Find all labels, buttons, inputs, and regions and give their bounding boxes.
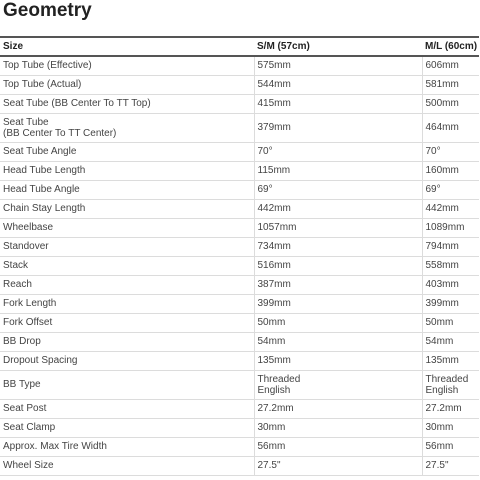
row-sm-cell	[254, 370, 422, 399]
cell-text: Wheel Size	[3, 460, 54, 471]
cell-text: Fork Length	[3, 298, 57, 309]
table-row	[0, 370, 479, 399]
cell-text: 794mm	[425, 241, 459, 252]
row-ml-cell	[422, 237, 479, 256]
cell-text: 54mm	[257, 336, 286, 347]
row-sm-cell	[254, 294, 422, 313]
row-ml-cell	[422, 161, 479, 180]
row-name-cell	[0, 418, 254, 437]
cell-text: 69°	[257, 184, 273, 195]
cell-text: 27.2mm	[425, 403, 462, 414]
row-ml-cell	[422, 256, 479, 275]
cell-text: 399mm	[257, 298, 291, 309]
cell-text: Threaded	[425, 373, 469, 385]
row-ml-cell	[422, 351, 479, 370]
row-ml-cell	[422, 456, 479, 475]
table-row	[0, 180, 479, 199]
table-row	[0, 199, 479, 218]
cell-text: Stack	[3, 260, 29, 271]
cell-text: English	[425, 384, 459, 396]
row-sm-cell	[254, 456, 422, 475]
row-ml-cell	[422, 94, 479, 113]
row-ml-cell	[422, 199, 479, 218]
cell-text: Head Tube Angle	[3, 184, 80, 195]
row-ml-cell	[422, 332, 479, 351]
row-name-cell	[0, 199, 254, 218]
table-row	[0, 113, 479, 142]
header-ml: M/L (60cm)	[425, 40, 478, 52]
row-sm-cell	[254, 161, 422, 180]
table-header-row	[0, 37, 479, 56]
cell-text: 399mm	[425, 298, 459, 309]
row-sm-cell	[254, 75, 422, 94]
row-name-cell	[0, 456, 254, 475]
row-name-cell	[0, 294, 254, 313]
row-ml-cell	[422, 218, 479, 237]
row-sm-cell	[254, 180, 422, 199]
cell-text: 54mm	[425, 336, 454, 347]
cell-text: Reach	[3, 279, 32, 290]
row-name-cell	[0, 370, 254, 399]
header-size: Size	[3, 40, 24, 52]
cell-text: 387mm	[257, 279, 291, 290]
cell-text: 1057mm	[257, 222, 297, 233]
row-sm-cell	[254, 199, 422, 218]
table-row	[0, 256, 479, 275]
row-name-cell	[0, 75, 254, 94]
table-row	[0, 418, 479, 437]
row-name-cell	[0, 94, 254, 113]
cell-text: 135mm	[257, 355, 291, 366]
row-ml-cell	[422, 313, 479, 332]
row-ml-cell	[422, 399, 479, 418]
table-row	[0, 313, 479, 332]
row-sm-cell	[254, 332, 422, 351]
cell-text: 27.5"	[257, 460, 281, 471]
cell-text: Head Tube Length	[3, 165, 86, 176]
cell-text: Seat Tube Angle	[3, 146, 77, 157]
cell-text: 70°	[425, 146, 441, 157]
cell-text: 442mm	[425, 203, 459, 214]
table-row	[0, 237, 479, 256]
cell-text: 464mm	[425, 122, 459, 133]
table-row	[0, 275, 479, 294]
row-name-cell	[0, 351, 254, 370]
row-name-cell	[0, 256, 254, 275]
cell-text: Dropout Spacing	[3, 355, 78, 366]
cell-text: (BB Center To TT Center)	[3, 127, 117, 139]
row-sm-cell	[254, 142, 422, 161]
row-sm-cell	[254, 237, 422, 256]
row-name-cell	[0, 332, 254, 351]
cell-text: 27.2mm	[257, 403, 294, 414]
cell-text: Approx. Max Tire Width	[3, 441, 107, 452]
cell-text: 516mm	[257, 260, 291, 271]
geometry-table	[0, 36, 479, 476]
cell-text: 50mm	[257, 317, 286, 328]
cell-text: 69°	[425, 184, 441, 195]
row-name-cell	[0, 237, 254, 256]
row-ml-cell	[422, 294, 479, 313]
header-sm: S/M (57cm)	[257, 40, 310, 52]
cell-text: 734mm	[257, 241, 291, 252]
row-name-cell	[0, 113, 254, 142]
row-sm-cell	[254, 418, 422, 437]
cell-text: Top Tube (Effective)	[3, 60, 92, 72]
cell-text: Standover	[3, 241, 49, 252]
row-ml-cell	[422, 113, 479, 142]
row-sm-cell	[254, 437, 422, 456]
row-sm-cell	[254, 218, 422, 237]
cell-text: 50mm	[425, 317, 454, 328]
row-name-cell	[0, 161, 254, 180]
table-body	[0, 56, 479, 475]
cell-text: Top Tube (Actual)	[3, 79, 82, 90]
cell-text: 442mm	[257, 203, 291, 214]
row-name-cell	[0, 275, 254, 294]
cell-text: BB Type	[3, 379, 41, 390]
row-sm-cell	[254, 351, 422, 370]
row-sm-cell	[254, 399, 422, 418]
cell-text: 30mm	[425, 422, 454, 433]
table-row	[0, 294, 479, 313]
table-row	[0, 94, 479, 113]
row-name-cell	[0, 313, 254, 332]
cell-text: Threaded	[257, 373, 301, 385]
row-ml-cell	[422, 142, 479, 161]
cell-text: BB Drop	[3, 336, 41, 347]
table-row	[0, 75, 479, 94]
cell-text: 1089mm	[425, 222, 465, 233]
cell-text: 160mm	[425, 165, 459, 176]
row-sm-cell	[254, 56, 422, 75]
row-sm-cell	[254, 313, 422, 332]
row-sm-cell	[254, 94, 422, 113]
table-row	[0, 142, 479, 161]
cell-text: 70°	[257, 146, 273, 157]
cell-text: 56mm	[257, 441, 286, 452]
table-row	[0, 56, 479, 75]
row-ml-cell	[422, 180, 479, 199]
row-ml-cell	[422, 418, 479, 437]
table-row	[0, 332, 479, 351]
cell-text: 575mm	[257, 60, 291, 72]
cell-text: 500mm	[425, 98, 459, 109]
cell-text: Wheelbase	[3, 222, 54, 233]
row-name-cell	[0, 180, 254, 199]
page-title: Geometry	[3, 0, 92, 21]
table-row	[0, 218, 479, 237]
row-name-cell	[0, 56, 254, 75]
table-row	[0, 456, 479, 475]
cell-text: 415mm	[257, 98, 291, 109]
cell-text: 115mm	[257, 165, 291, 176]
cell-text: 606mm	[425, 60, 459, 72]
cell-text: 27.5"	[425, 460, 449, 471]
row-sm-cell	[254, 113, 422, 142]
table-row	[0, 351, 479, 370]
cell-text: Fork Offset	[3, 317, 53, 328]
table-row	[0, 399, 479, 418]
cell-text: Seat Tube (BB Center To TT Top)	[3, 98, 151, 109]
row-sm-cell	[254, 256, 422, 275]
cell-text: 544mm	[257, 79, 291, 90]
cell-text: English	[257, 384, 291, 396]
row-ml-cell	[422, 370, 479, 399]
row-name-cell	[0, 218, 254, 237]
cell-text: 581mm	[425, 79, 459, 90]
row-ml-cell	[422, 75, 479, 94]
row-ml-cell	[422, 56, 479, 75]
table-row	[0, 437, 479, 456]
cell-text: 558mm	[425, 260, 459, 271]
row-name-cell	[0, 399, 254, 418]
cell-text: 56mm	[425, 441, 454, 452]
cell-text: 403mm	[425, 279, 459, 290]
cell-text: 30mm	[257, 422, 286, 433]
row-name-cell	[0, 437, 254, 456]
cell-text: Seat Tube	[3, 116, 49, 128]
table-row	[0, 161, 479, 180]
cell-text: 135mm	[425, 355, 459, 366]
row-ml-cell	[422, 275, 479, 294]
cell-text: Chain Stay Length	[3, 203, 86, 214]
cell-text: Seat Post	[3, 403, 47, 414]
row-ml-cell	[422, 437, 479, 456]
row-name-cell	[0, 142, 254, 161]
cell-text: Seat Clamp	[3, 422, 56, 433]
row-sm-cell	[254, 275, 422, 294]
cell-text: 379mm	[257, 122, 291, 133]
